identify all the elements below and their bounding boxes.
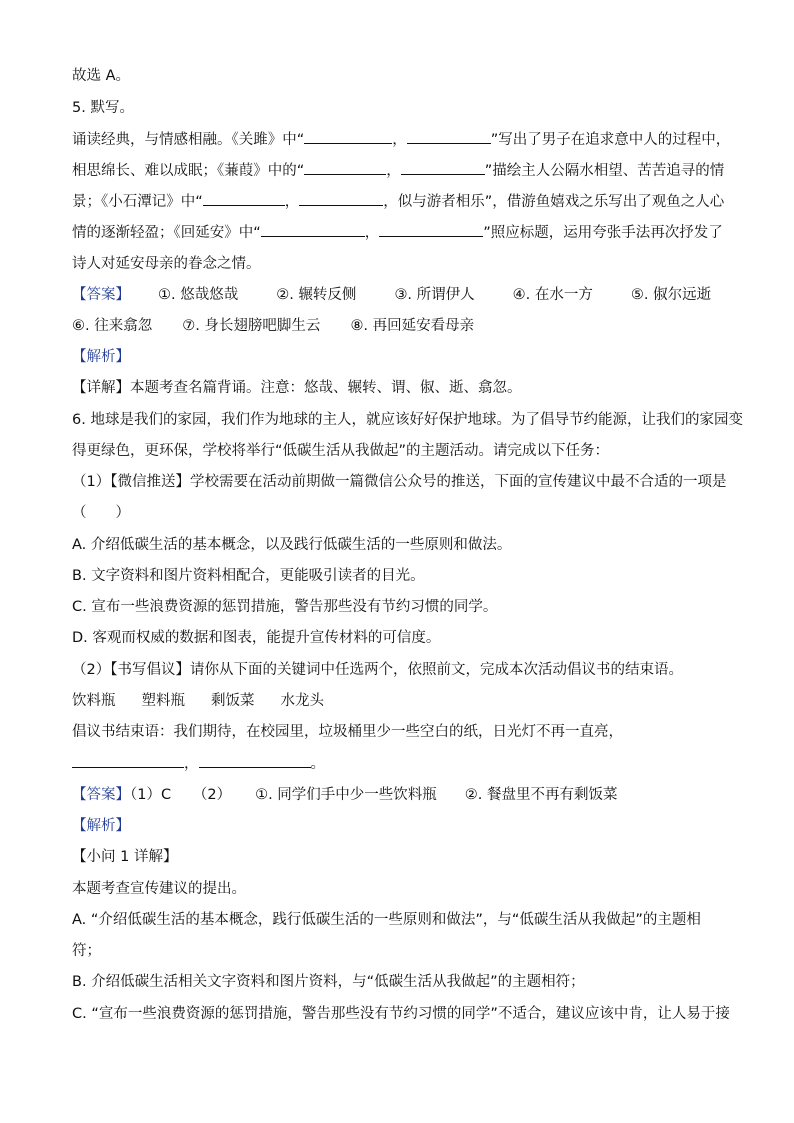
answer-line: [72, 316, 474, 336]
subquestion-1: （1）【微信推送】学校需要在活动前期做一篇微信公众号的推送，下面的宣传建议中最不合适的一项是: [72, 474, 727, 490]
analysis-label: 【解析】: [72, 349, 130, 365]
fill-blank: [299, 191, 383, 206]
answer-line: [72, 785, 618, 805]
detail-text: 本题考查宣传建议的提出。: [72, 881, 246, 897]
keyword: 饮料瓶: [72, 693, 116, 709]
text-segment: ”写出了男子在追求意中人的过程中，: [490, 132, 731, 148]
answer-item: ⑥. 往来翕忽: [72, 318, 153, 334]
answer-item: ⑧. 再回延安看母亲: [350, 318, 475, 334]
text-segment: 诵读经典，与情感相融。《关雎》中“: [72, 132, 305, 148]
fill-blank: [72, 753, 184, 768]
question-5-text: 诗人对延安母亲的眷念之情。: [72, 256, 261, 272]
text-segment: 情的逐渐轻盈；《回延安》中“: [72, 225, 261, 241]
subquestion-2: （2）【书写倡议】请你从下面的关键词中任选两个，依照前文，完成本次活动倡议书的结束语。: [72, 662, 683, 678]
subquestion-detail-heading: 【小问 1 详解】: [72, 849, 178, 865]
fill-blank: [401, 160, 485, 175]
fill-blank: [304, 160, 386, 175]
option-b: B. 文字资料和图片资料相配合，更能吸引读者的目光。: [72, 568, 425, 584]
question-5-text: [72, 191, 724, 212]
text-line: 故选 A。: [72, 68, 131, 84]
text-segment: ，似与游者相乐”，借游鱼嬉戏之乐写出了观鱼之人心: [383, 194, 725, 210]
answer-item: ①. 悠哉悠哉: [158, 287, 239, 303]
proposal-blanks: [72, 753, 325, 774]
text-segment: 相思绵长、难以成眠；《蒹葭》中的“: [72, 163, 305, 179]
analysis-label: 【解析】: [72, 818, 130, 834]
detail-text: 符；: [72, 943, 101, 959]
question-5-heading: 5. 默写。: [72, 100, 134, 116]
keyword: 塑料瓶: [141, 693, 185, 709]
text-segment: ，: [284, 194, 300, 210]
answer-item: ②. 辗转反侧: [276, 287, 357, 303]
text-segment: ，: [184, 756, 199, 772]
answer-item: ①. 同学们手中少一些饮料瓶: [255, 787, 437, 803]
question-5-text: [72, 160, 724, 181]
keyword: 水龙头: [280, 693, 324, 709]
answer-label: 【答案】: [72, 787, 130, 803]
text-segment: 。: [310, 756, 325, 772]
fill-blank: [379, 222, 483, 237]
question-5-text: [72, 222, 723, 243]
answer-item: ⑦. 身长翅膀吧脚生云: [182, 318, 321, 334]
keyword: 剩饭菜: [211, 693, 255, 709]
answer-item: ③. 所谓伊人: [394, 287, 475, 303]
detail-text: A. “介绍低碳生活的基本概念，践行低碳生活的一些原则和做法”，与“低碳生活从我做起”的主题相: [72, 912, 701, 928]
text-segment: ，: [364, 225, 380, 241]
detail-text: B. 介绍低碳生活相关文字资料和图片资料，与“低碳生活从我做起”的主题相符；: [72, 974, 585, 990]
answer-parentheses: （ ）: [72, 505, 130, 521]
question-6-text: 得更绿色，更环保，学校将举行“低碳生活从我做起”的主题活动。请完成以下任务：: [72, 443, 610, 459]
fill-blank: [407, 129, 491, 144]
text-segment: ，: [386, 163, 401, 179]
option-c: C. 宣布一些浪费资源的惩罚措施，警告那些没有节约习惯的同学。: [72, 599, 498, 615]
fill-blank: [304, 129, 392, 144]
text-segment: ”描绘主人公隔水相望、苦苦追寻的情: [484, 163, 725, 179]
option-d: D. 客观而权威的数据和图表，能提升宣传材料的可信度。: [72, 630, 441, 646]
option-a: A. 介绍低碳生活的基本概念，以及践行低碳生活的一些原则和做法。: [72, 537, 512, 553]
proposal-text: 倡议书结束语：我们期待，在校园里，垃圾桶里少一些空白的纸，日光灯不再一直亮，: [72, 724, 623, 740]
text-segment: 景；《小石潭记》中“: [72, 194, 203, 210]
answer-line: [72, 285, 711, 305]
detail-text: 【详解】本题考查名篇背诵。注意：悠哉、辗转、谓、俶、逝、翕忽。: [72, 380, 522, 396]
question-6-text: 6. 地球是我们的家园，我们作为地球的主人，就应该好好保护地球。为了倡导节约能源，让我们的家园变: [72, 412, 743, 428]
text-segment: ”照应标题，运用夸张手法再次抒发了: [483, 225, 723, 241]
fill-blank: [261, 222, 365, 237]
answer-label: 【答案】: [72, 287, 130, 303]
answer-item: ④. 在水一方: [512, 287, 593, 303]
answer-item: ②. 餐盘里不再有剩饭菜: [464, 787, 618, 803]
fill-blank: [199, 753, 311, 768]
answer-text: （1）C （2）: [130, 787, 232, 803]
detail-text: C. “宣布一些浪费资源的惩罚措施，警告那些没有节约习惯的同学”不适合，建议应该中肯，让人易于接: [72, 1006, 730, 1022]
answer-item: ⑤. 俶尔远逝: [630, 287, 712, 303]
keyword-list: [72, 691, 324, 711]
question-5-text: [72, 129, 730, 150]
fill-blank: [203, 191, 285, 206]
text-segment: ，: [392, 132, 407, 148]
